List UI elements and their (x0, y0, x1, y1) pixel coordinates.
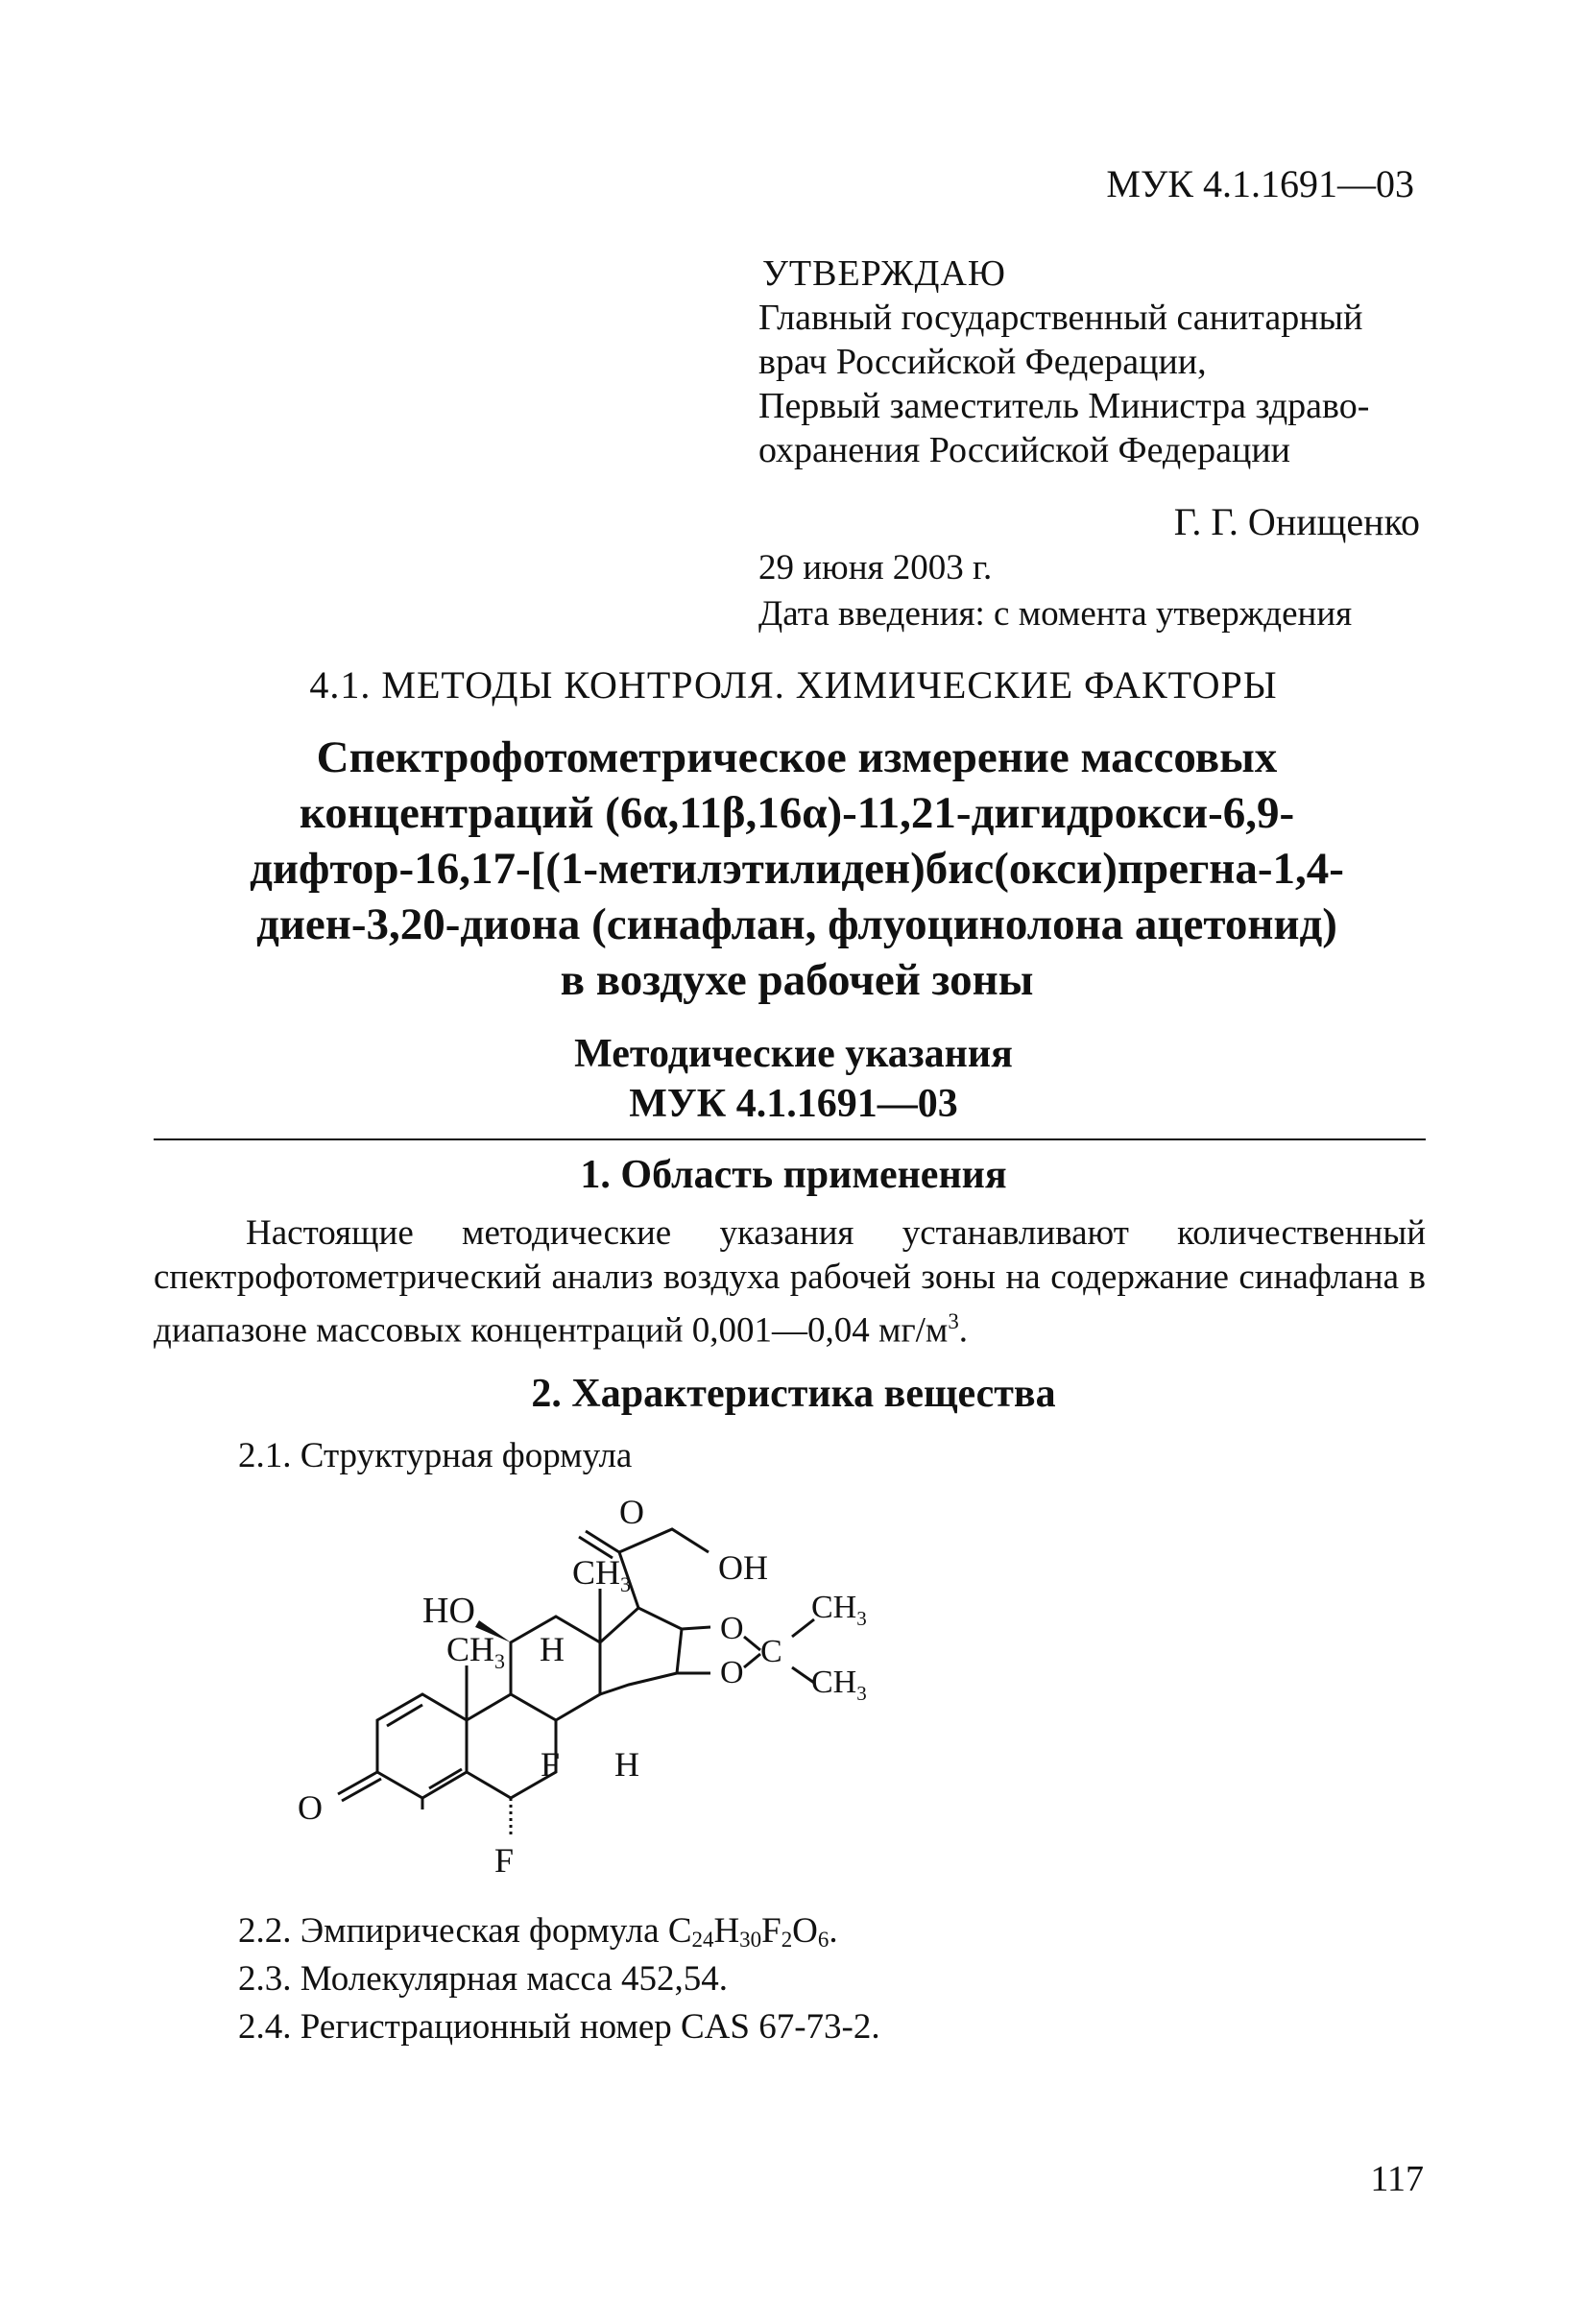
structural-formula-diagram (288, 1493, 1056, 1915)
unit-superscript: 3 (948, 1309, 959, 1333)
date-block (758, 545, 1352, 637)
title-line: дифтор-16,17-[(1-метилэтилиден)бис(окси)прегна-1,4- (250, 844, 1344, 894)
approval-line: охранения Российской Федерации (758, 430, 1291, 470)
approval-heading: УТВЕРЖДАЮ (762, 253, 1006, 294)
label-o-acetal2: O (720, 1655, 744, 1690)
label-o-acetal1: O (720, 1611, 744, 1646)
label-ho: HO (422, 1591, 475, 1631)
approval-line: Первый заместитель Министра здраво- (758, 386, 1370, 426)
item-molecular-mass: 2.3. Молекулярная масса 452,54. (238, 1959, 728, 1999)
main-title (125, 730, 1469, 1008)
section-title: 4.1. МЕТОДЫ КОНТРОЛЯ. ХИМИЧЕСКИЕ ФАКТОРЫ (309, 663, 1278, 707)
section2-heading: 2. Характеристика вещества (531, 1372, 1056, 1416)
label-c-acetal: C (760, 1634, 782, 1669)
label-ch3-mid: $CH_3$ (446, 1630, 506, 1673)
title-line: диен-3,20-диона (синафлан, флуоцинолона ацетонид) (256, 899, 1337, 949)
approval-line: врач Российской Федерации, (758, 342, 1207, 382)
approval-date: 29 июня 2003 г. (758, 548, 993, 587)
label-ch3-top: $CH_3$ (572, 1553, 632, 1596)
divider-rule (154, 1138, 1426, 1140)
item-cas-number: 2.4. Регистрационный номер CAS 67-73-2. (238, 2007, 880, 2047)
label-o-top: O (619, 1493, 644, 1531)
effective-date: Дата введения: с момента утверждения (758, 594, 1353, 634)
item-empirical-formula: 2.2. Эмпирическая формула $C_{24}H_{30}F_2O_6$. (238, 1911, 838, 1953)
label-h-c: H (614, 1745, 639, 1784)
guide-type: Методические указания (574, 1032, 1013, 1076)
label-h-b: H (540, 1630, 565, 1668)
title-line: в воздухе рабочей зоны (560, 955, 1034, 1005)
section1-heading: 1. Область применения (580, 1153, 1007, 1197)
signer-name: Г. Г. Онищенко (1173, 500, 1420, 543)
section1-text: Настоящие методические указания устанавливают количественный спектрофотометрический анализ воздуха рабочей зоны на содержание синафлана в диапазоне массовых концентраций 0,001—0,04 мг/м (154, 1213, 1426, 1351)
item-structural-formula: 2.1. Структурная формула (238, 1436, 633, 1475)
document-code: МУК 4.1.1691—03 (1106, 162, 1414, 205)
guide-block (0, 1029, 1587, 1129)
page-number: 117 (1370, 2159, 1424, 2199)
label-oh: OH (718, 1548, 768, 1587)
approval-block (758, 252, 1450, 472)
title-line: концентраций (6α,11β,16α)-11,21-дигидрокси-6,9- (299, 788, 1295, 838)
guide-code: МУК 4.1.1691—03 (629, 1082, 958, 1126)
section1-paragraph (154, 1211, 1426, 1353)
label-f-6: F (494, 1841, 515, 1880)
approval-line: Главный государственный санитарный (758, 298, 1363, 338)
label-ch3-r1: $CH_3$ (811, 1590, 867, 1630)
label-o-keto: O (298, 1788, 323, 1827)
section1-text-end: . (958, 1310, 969, 1351)
label-ch3-r2: $CH_3$ (811, 1665, 867, 1705)
label-f-9: F (541, 1745, 561, 1784)
title-line: Спектрофотометрическое измерение массовых (316, 732, 1278, 782)
